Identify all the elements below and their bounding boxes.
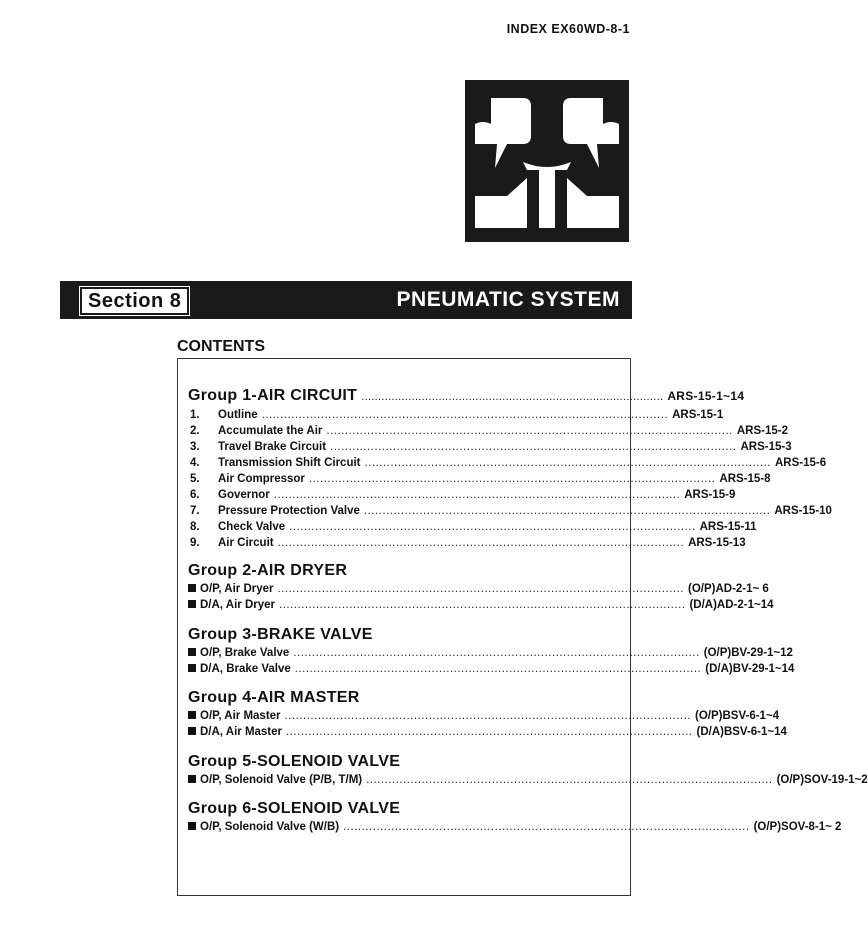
item-label: D/A, Air Master — [200, 726, 283, 738]
leader-dots: .............................................................................................................. — [366, 774, 773, 786]
item-page: (O/P)BSV-6-1~4 — [695, 710, 780, 722]
toc-row[interactable] — [188, 423, 788, 439]
item-number: 9. — [190, 537, 200, 549]
item-page: ARS-15-9 — [684, 489, 736, 501]
item-label: Air Compressor — [218, 473, 305, 485]
square-bullet-icon — [188, 648, 196, 656]
leader-dots: .............................................................................................................. — [261, 409, 669, 421]
item-page: ARS-15-6 — [774, 457, 827, 469]
section-title: PNEUMATIC SYSTEM — [396, 288, 620, 311]
item-label: Transmission Shift Circuit — [218, 457, 361, 469]
leader-dots: .............................................................................................................. — [277, 583, 684, 595]
leader-dots: .............................................................................................................. — [286, 726, 693, 738]
item-label: Check Valve — [218, 521, 286, 533]
section-bar — [60, 281, 632, 319]
leader-dots: .............................................................................................................. — [363, 505, 771, 517]
toc-row[interactable] — [188, 455, 827, 471]
contents-heading: CONTENTS — [177, 338, 265, 355]
toc-row[interactable] — [188, 661, 795, 677]
speech-bubbles-logo-icon — [465, 80, 629, 242]
item-label: Accumulate the Air — [218, 425, 323, 437]
toc-row[interactable] — [188, 819, 842, 835]
item-label: O/P, Air Dryer — [200, 583, 274, 595]
group-1 — [188, 386, 832, 551]
item-page: ARS-15-2 — [736, 425, 788, 437]
item-page: (D/A)BSV-6-1~14 — [696, 726, 787, 738]
item-label: Pressure Protection Valve — [218, 505, 360, 517]
contents-box — [177, 358, 868, 896]
item-label: D/A, Brake Valve — [200, 663, 291, 675]
toc-row[interactable] — [188, 503, 832, 519]
item-label: D/A, Air Dryer — [200, 599, 275, 611]
toc-row[interactable] — [188, 772, 868, 788]
item-page: (O/P)BV-29-1~12 — [703, 647, 793, 659]
leader-dots: .............................................................................................................. — [343, 821, 750, 833]
item-number: 3. — [190, 441, 200, 453]
square-bullet-icon — [188, 727, 196, 735]
group-title-text: Group 1-AIR CIRCUIT — [188, 387, 358, 404]
group-title: Group 3-BRAKE VALVE — [188, 626, 373, 643]
square-bullet-icon — [188, 600, 196, 608]
item-label: Governor — [218, 489, 270, 501]
item-number: 5. — [190, 473, 200, 485]
leader-dots: .............................................................................................................. — [294, 663, 702, 675]
item-label: Air Circuit — [218, 537, 274, 549]
item-label: O/P, Solenoid Valve (P/B, T/M) — [200, 774, 363, 786]
item-page: ARS-15-8 — [719, 473, 771, 485]
leader-dots: .............................................................................................................. — [330, 441, 737, 453]
square-bullet-icon — [188, 822, 196, 830]
group-5 — [188, 752, 868, 788]
square-bullet-icon — [188, 664, 196, 672]
leader-dots: .............................................................................................................. — [279, 599, 686, 611]
item-page: ARS-15-10 — [774, 505, 832, 517]
toc-row[interactable] — [188, 407, 724, 423]
item-page: ARS-15-3 — [740, 441, 792, 453]
toc-row[interactable] — [188, 471, 771, 487]
group-6 — [188, 799, 842, 835]
leader-dots: .............................................................................................................. — [273, 489, 681, 501]
item-number: 8. — [190, 521, 200, 533]
item-label: O/P, Air Master — [200, 710, 281, 722]
group-2 — [188, 561, 774, 613]
toc-row[interactable] — [188, 519, 757, 535]
item-number: 2. — [190, 425, 200, 437]
leader-dots: .............................................................................................................. — [284, 710, 692, 722]
group-title — [188, 386, 745, 407]
toc-row[interactable] — [188, 535, 746, 551]
leader-dots: .............................................................................................................. — [308, 473, 716, 485]
item-page: (O/P)SOV-8-1~ 2 — [753, 821, 842, 833]
item-page: (D/A)AD-2-1~14 — [689, 599, 774, 611]
group-4 — [188, 688, 787, 740]
item-number: 1. — [190, 409, 200, 421]
group-title: Group 5-SOLENOID VALVE — [188, 753, 401, 770]
item-number: 7. — [190, 505, 200, 517]
group-3 — [188, 625, 795, 677]
item-page: ARS-15-13 — [688, 537, 746, 549]
leader-dots: .......................................................................................... — [361, 391, 664, 403]
group-title: Group 4-AIR MASTER — [188, 689, 360, 706]
item-page: ARS-15-1 — [672, 409, 724, 421]
leader-dots: .............................................................................................................. — [289, 521, 696, 533]
group-title: Group 2-AIR DRYER — [188, 562, 348, 579]
toc-row[interactable] — [188, 597, 774, 613]
index-reference: INDEX EX60WD-8-1 — [506, 22, 630, 36]
item-label: O/P, Solenoid Valve (W/B) — [200, 821, 340, 833]
leader-dots: .............................................................................................................. — [326, 425, 733, 437]
toc-row[interactable] — [188, 645, 793, 661]
item-page: (O/P)AD-2-1~ 6 — [687, 583, 769, 595]
section-logo — [465, 80, 629, 242]
square-bullet-icon — [188, 711, 196, 719]
group-title: Group 6-SOLENOID VALVE — [188, 800, 401, 817]
group-page-range: ARS-15-1~14 — [667, 389, 745, 403]
leader-dots: .............................................................................................................. — [277, 537, 685, 549]
toc-row[interactable] — [188, 724, 787, 740]
toc-row[interactable] — [188, 439, 792, 455]
leader-dots: .............................................................................................................. — [364, 457, 771, 469]
square-bullet-icon — [188, 775, 196, 783]
item-page: (D/A)BV-29-1~14 — [705, 663, 795, 675]
item-label: Travel Brake Circuit — [218, 441, 327, 453]
leader-dots: .............................................................................................................. — [293, 647, 700, 659]
section-label: Section 8 — [80, 287, 189, 315]
item-label: Outline — [218, 409, 258, 421]
toc-row[interactable] — [188, 581, 769, 597]
toc-row[interactable] — [188, 708, 780, 724]
square-bullet-icon — [188, 584, 196, 592]
item-number: 4. — [190, 457, 200, 469]
item-page: (O/P)SOV-19-1~2 — [776, 774, 868, 786]
item-number: 6. — [190, 489, 200, 501]
item-page: ARS-15-11 — [699, 521, 757, 533]
toc-row[interactable] — [188, 487, 736, 503]
item-label: O/P, Brake Valve — [200, 647, 290, 659]
